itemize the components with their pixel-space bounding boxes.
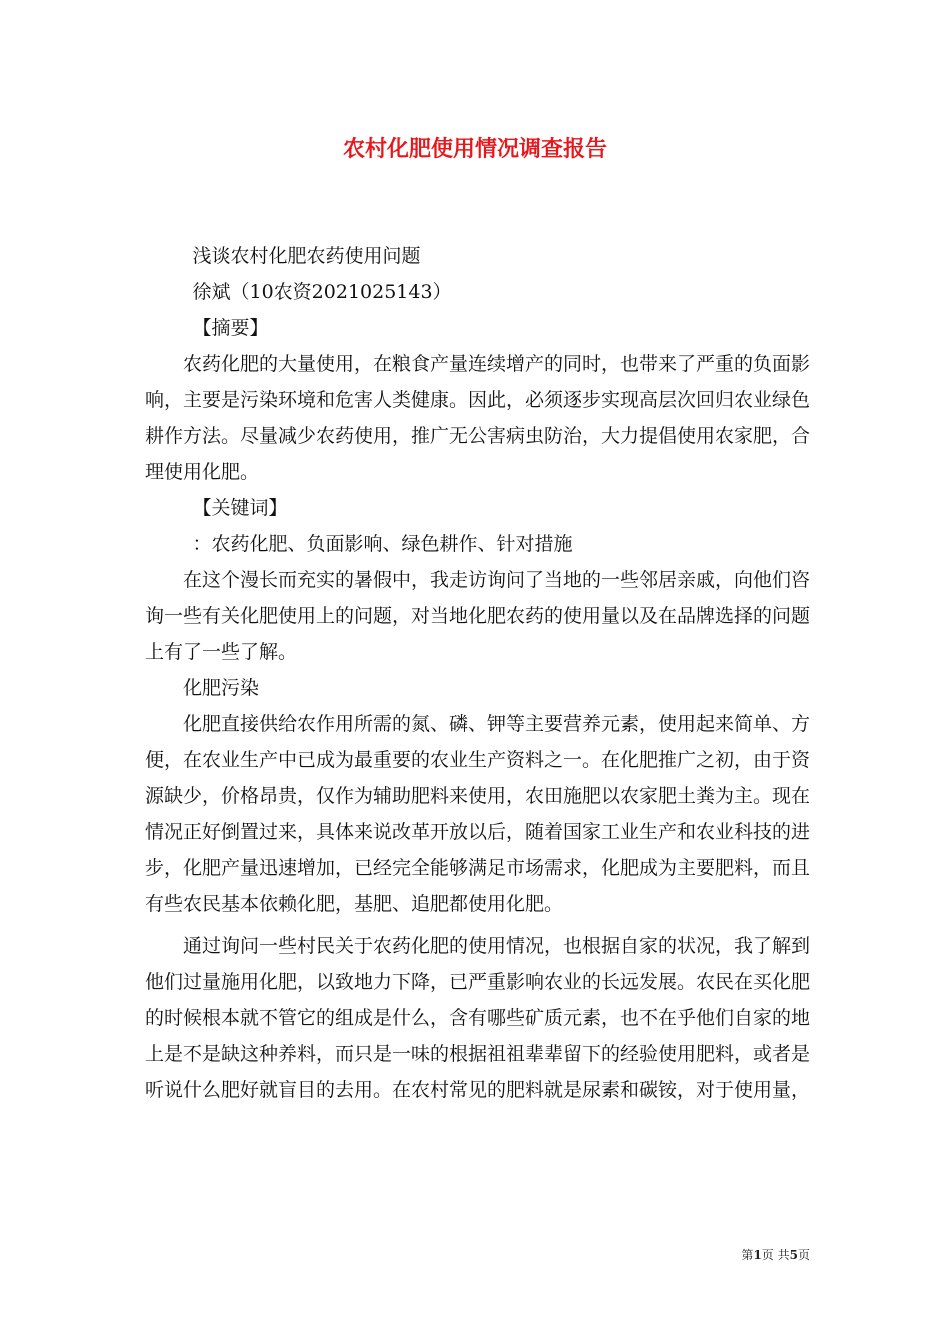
footer-prefix: 第 [741,1248,754,1262]
total-page-count: 5 [789,1248,798,1262]
page-footer [690,1246,810,1264]
abstract-heading: 【摘要】 [192,317,269,339]
keywords-list: ：农药化肥、负面影响、绿色耕作、针对措施 [192,533,573,555]
abstract-paragraph: 农药化肥的大量使用，在粮食产量连续增产的同时，也带来了严重的负面影响，主要是污染环境和危害人类健康。因此，必须逐步实现高层次回归农业绿色耕作方法。尽量减少农药使用，推广无公害病虫防治，大力提倡使用农家肥，合理使用化肥。 [145,353,811,483]
current-page-number: 1 [753,1248,762,1262]
footer-middle: 页 共 [761,1248,790,1262]
footer-suffix: 页 [797,1248,810,1262]
body-paragraph: 化肥直接供给农作用所需的氮、磷、钾等主要营养元素，使用起来简单、方便，在农业生产中已成为最重要的农业生产资料之一。在化肥推广之初，由于资源缺少，价格昂贵，仅作为辅助肥料来使用，农田施肥以农家肥土粪为主。现在情况正好倒置过来，具体来说改革开放以后，随着国家工业生产和农业科技的进步，化肥产量迅速增加，已经完全能够满足市场需求，化肥成为主要肥料，而且有些农民基本依赖化肥，基肥、追肥都使用化肥。 [145,713,811,915]
body-paragraph: 通过询问一些村民关于农药化肥的使用情况，也根据自家的状况，我了解到他们过量施用化肥，以致地力下降，已严重影响农业的长远发展。农民在买化肥的时候根本就不管它的组成是什么，含有哪些矿质元素，也不在乎他们自家的地上是不是缺这种养料，而只是一味的根据祖祖辈辈留下的经验使用肥料，或者是听说什么肥好就盲目的去用。在农村常见的肥料就是尿素和碳铵，对于使用量， [145,935,811,1101]
document-body [145,238,810,1108]
keywords-heading: 【关键词】 [192,497,288,519]
section-heading: 化肥污染 [183,677,260,699]
document-title: 农村化肥使用情况调查报告 [342,136,607,162]
author-line: 徐斌（10农资2021025143） [192,281,452,303]
subtitle: 浅谈农村化肥农药使用问题 [192,245,421,267]
intro-paragraph: 在这个漫长而充实的暑假中，我走访询问了当地的一些邻居亲戚，向他们咨询一些有关化肥使用上的问题，对当地化肥农药的使用量以及在品牌选择的问题上有了一些了解。 [145,569,811,663]
